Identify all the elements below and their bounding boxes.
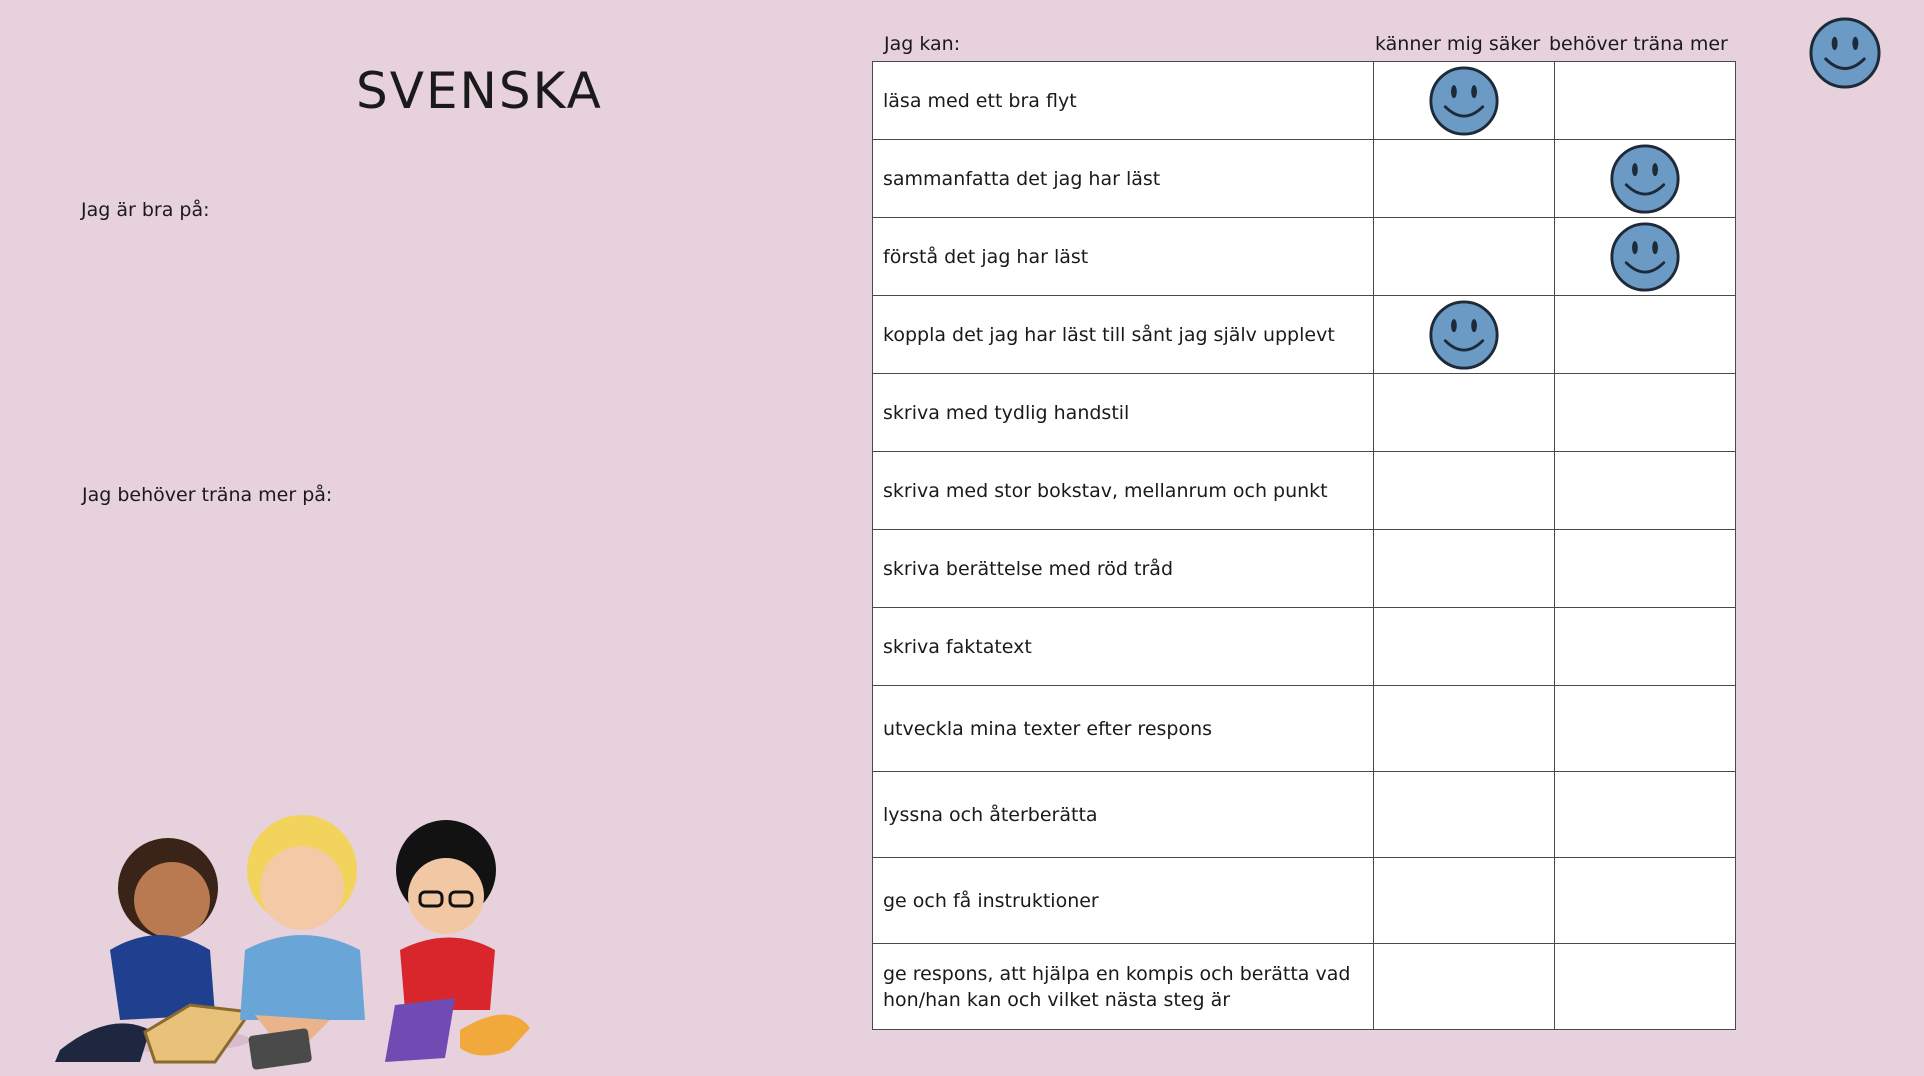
self-assessment-table <box>872 61 1736 1030</box>
table-row <box>873 772 1736 858</box>
practice-cell[interactable] <box>1555 140 1736 218</box>
smiley-icon <box>1609 143 1681 215</box>
page-title: SVENSKA <box>356 62 603 120</box>
skill-cell: utveckla mina texter efter respons <box>873 686 1374 772</box>
smiley-icon <box>1428 299 1500 371</box>
table-row <box>873 944 1736 1030</box>
smiley-icon <box>1428 65 1500 137</box>
confident-cell[interactable] <box>1374 686 1555 772</box>
confident-cell[interactable] <box>1374 62 1555 140</box>
practice-cell[interactable] <box>1555 452 1736 530</box>
header-practice: behöver träna mer <box>1549 33 1728 55</box>
practice-cell[interactable] <box>1555 858 1736 944</box>
practice-cell[interactable] <box>1555 772 1736 858</box>
needs-practice-label: Jag behöver träna mer på: <box>82 484 333 506</box>
table-row <box>873 452 1736 530</box>
confident-cell[interactable] <box>1374 944 1555 1030</box>
table-row <box>873 858 1736 944</box>
practice-cell[interactable] <box>1555 944 1736 1030</box>
smiley-icon <box>1609 221 1681 293</box>
practice-cell[interactable] <box>1555 62 1736 140</box>
confident-cell[interactable] <box>1374 140 1555 218</box>
practice-cell[interactable] <box>1555 374 1736 452</box>
practice-cell[interactable] <box>1555 686 1736 772</box>
practice-cell[interactable] <box>1555 296 1736 374</box>
table-row <box>873 608 1736 686</box>
skill-cell: skriva berättelse med röd tråd <box>873 530 1374 608</box>
table-row <box>873 374 1736 452</box>
table-row <box>873 296 1736 374</box>
table-row <box>873 218 1736 296</box>
header-skill: Jag kan: <box>884 33 961 55</box>
skill-cell: skriva faktatext <box>873 608 1374 686</box>
skill-cell: förstå det jag har läst <box>873 218 1374 296</box>
skill-cell: sammanfatta det jag har läst <box>873 140 1374 218</box>
skill-cell: läsa med ett bra flyt <box>873 62 1374 140</box>
practice-cell[interactable] <box>1555 530 1736 608</box>
practice-cell[interactable] <box>1555 218 1736 296</box>
confident-cell[interactable] <box>1374 218 1555 296</box>
confident-cell[interactable] <box>1374 374 1555 452</box>
skill-cell: skriva med stor bokstav, mellanrum och punkt <box>873 452 1374 530</box>
smiley-icon <box>1808 16 1882 90</box>
confident-cell[interactable] <box>1374 608 1555 686</box>
confident-cell[interactable] <box>1374 296 1555 374</box>
table-row <box>873 140 1736 218</box>
header-confident: känner mig säker <box>1375 33 1541 55</box>
table-row <box>873 62 1736 140</box>
skill-cell: lyssna och återberätta <box>873 772 1374 858</box>
confident-cell[interactable] <box>1374 772 1555 858</box>
skill-cell: skriva med tydlig handstil <box>873 374 1374 452</box>
skill-cell: ge respons, att hjälpa en kompis och berätta vad hon/han kan och vilket nästa steg är <box>873 944 1374 1030</box>
table-row <box>873 686 1736 772</box>
confident-cell[interactable] <box>1374 858 1555 944</box>
practice-cell[interactable] <box>1555 608 1736 686</box>
confident-cell[interactable] <box>1374 530 1555 608</box>
good-at-label: Jag är bra på: <box>81 199 210 221</box>
children-reading-illustration <box>40 800 540 1076</box>
confident-cell[interactable] <box>1374 452 1555 530</box>
skill-cell: ge och få instruktioner <box>873 858 1374 944</box>
skill-cell: koppla det jag har läst till sånt jag själv upplevt <box>873 296 1374 374</box>
table-row <box>873 530 1736 608</box>
